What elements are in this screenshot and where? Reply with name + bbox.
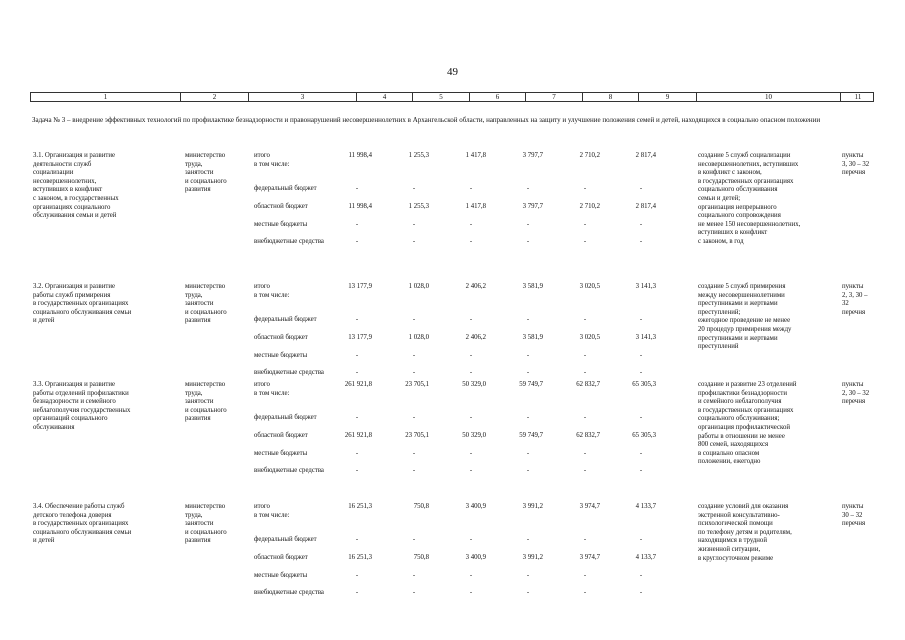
funding-value: 2 817,4 [635,203,656,210]
funding-value: 65 305,3 [632,432,656,439]
funding-value: 1 255,3 [408,152,429,159]
funding-value: 2 406,2 [465,334,486,341]
funding-value: - [355,572,359,579]
funding-value: - [526,450,530,457]
funding-value: - [412,450,416,457]
funding-value: 23 705,1 [405,381,429,388]
funding-value: - [412,352,416,359]
funding-value: - [583,185,587,192]
funding-value: 11 998,4 [348,152,372,159]
funding-value: 1 028,0 [408,334,429,341]
funding-value: 16 251,3 [348,554,372,561]
funding-value: 13 177,9 [348,283,372,290]
funding-value: - [469,450,473,457]
funding-value: 62 832,7 [576,432,600,439]
funding-value: - [412,316,416,323]
funding-source: внебюджетные средства [254,369,324,376]
funding-value: - [412,221,416,228]
funding-value: - [526,414,530,421]
funding-value: 3 400,9 [465,503,486,510]
page-number: 49 [447,66,458,78]
funding-value: - [469,414,473,421]
funding-value: - [583,536,587,543]
column-number-header [30,92,874,102]
activity-name: 3.3. Организация и развитие работы отделений профилактики безнадзорности и семейного неблагополучия государственных организаций социального обслуживания [33,381,131,431]
funding-value: 1 255,3 [408,203,429,210]
column-number: 10 [697,93,841,101]
funding-value: - [355,536,359,543]
funding-value: - [469,185,473,192]
funding-value: 1 417,8 [465,203,486,210]
column-number: 11 [854,93,862,101]
column-number: 9 [639,93,697,101]
funding-value: - [355,369,359,376]
funding-value: - [412,185,416,192]
funding-source: областной бюджет [254,203,308,210]
funding-source: внебюджетные средства [254,467,324,474]
funding-value: - [639,589,643,596]
funding-value: - [355,185,359,192]
funding-value: - [639,352,643,359]
funding-value: 2 710,2 [579,203,600,210]
funding-value: - [583,450,587,457]
funding-value: - [639,185,643,192]
funding-value: - [526,316,530,323]
funding-value: 3 141,3 [635,334,656,341]
activity-name: 3.1. Организация и развитие деятельности служб социализации несовершеннолетних, вступивших в конфликт с законом, в государственных организациях социального обслуживания семьи и детей [33,152,119,220]
funding-value: 65 305,3 [632,381,656,388]
funding-value: - [469,238,473,245]
funding-value: 3 020,5 [579,334,600,341]
funding-source: местные бюджеты [254,572,308,579]
funding-value: - [412,369,416,376]
funding-value: - [639,536,643,543]
funding-value: - [583,414,587,421]
funding-value: 750,8 [413,554,429,561]
funding-value: - [469,221,473,228]
funding-value: 13 177,9 [348,334,372,341]
funding-source: федеральный бюджет [254,185,317,192]
funding-value: 11 998,4 [348,203,372,210]
funding-value: 59 749,7 [519,432,543,439]
column-number: 6 [470,93,526,101]
funding-value: 3 020,5 [579,283,600,290]
funding-value: - [355,238,359,245]
list-points: пункты 2, 3, 30 – 32 перечня [842,283,868,316]
column-number: 4 [357,93,413,101]
funding-value: - [526,221,530,228]
funding-value: - [355,450,359,457]
funding-value: - [469,572,473,579]
funding-value: - [526,369,530,376]
funding-value: - [469,369,473,376]
funding-value: 3 797,7 [522,203,543,210]
funding-value: 2 406,2 [465,283,486,290]
funding-value: - [526,536,530,543]
funding-value: 3 581,9 [522,334,543,341]
list-points: пункты 3, 30 – 32 перечня [842,152,870,177]
activity-name: 3.4. Обеспечение работы служб детского телефона доверия в государственных организациях социального обслуживания семьи и детей [33,503,132,545]
funding-value: - [355,221,359,228]
funding-source: областной бюджет [254,432,308,439]
funding-value: 4 133,7 [635,554,656,561]
funding-value: - [355,352,359,359]
expected-result: создание 5 служб примирения между несовершеннолетними преступниками и жертвами преступлений; ежегодное проведение не менее 20 процедур примирения между преступниками и жертвами преступлений [698,283,792,351]
funding-source: итого в том числе: [254,381,290,397]
task-title: Задача № 3 – внедрение эффективных технологий по профилактике безнадзорности и правонарушений несовершеннолетних в Архангельской области, направленных на защиту и улучшение положения семей и детей, находящихся в социально опасном положении [32,116,821,124]
funding-value: - [355,589,359,596]
funding-value: - [469,467,473,474]
funding-value: - [639,238,643,245]
executor: министерство труда, занятости и социального развития [185,152,227,194]
funding-value: 2 710,2 [579,152,600,159]
list-points: пункты 30 – 32 перечня [842,503,866,528]
funding-value: 2 817,4 [635,152,656,159]
funding-value: - [412,238,416,245]
funding-value: 1 028,0 [408,283,429,290]
funding-value: - [412,414,416,421]
funding-source: местные бюджеты [254,352,308,359]
executor: министерство труда, занятости и социального развития [185,381,227,423]
funding-source: областной бюджет [254,554,308,561]
funding-source: федеральный бюджет [254,536,317,543]
funding-value: - [583,352,587,359]
funding-value: - [412,536,416,543]
funding-value: - [526,238,530,245]
funding-source: внебюджетные средства [254,238,324,245]
funding-value: - [639,221,643,228]
funding-value: 3 974,7 [579,554,600,561]
funding-value: 62 832,7 [576,381,600,388]
activity-name: 3.2. Организация и развитие работы служб примирения в государственных организациях социального обслуживания семьи и детей [33,283,132,325]
expected-result: создание 5 служб социализации несовершеннолетних, вступивших в конфликт с законом, в государственных организациях социального обслуживания семьи и детей; организация непрерывного социального сопровождения не менее 150 несовершеннолетних, вступивших в конфликт с законом, в год [698,152,801,245]
funding-value: 16 251,3 [348,503,372,510]
funding-source: внебюджетные средства [254,589,324,596]
funding-value: - [355,414,359,421]
funding-value: 50 329,0 [462,432,486,439]
funding-value: - [583,316,587,323]
funding-value: - [639,572,643,579]
funding-value: - [583,589,587,596]
column-number: 1 [31,93,181,101]
funding-value: 3 974,7 [579,503,600,510]
executor: министерство труда, занятости и социального развития [185,503,227,545]
funding-value: - [583,369,587,376]
funding-value: 23 705,1 [405,432,429,439]
funding-value: - [639,414,643,421]
funding-value: - [526,467,530,474]
funding-source: итого в том числе: [254,283,290,299]
funding-value: 3 991,2 [522,554,543,561]
funding-source: итого в том числе: [254,503,290,519]
funding-value: - [639,316,643,323]
funding-value: - [583,221,587,228]
column-number: 8 [583,93,639,101]
column-number: 3 [249,93,357,101]
funding-source: областной бюджет [254,334,308,341]
executor: министерство труда, занятости и социального развития [185,283,227,325]
funding-value: 750,8 [413,503,429,510]
funding-value: 3 581,9 [522,283,543,290]
funding-value: - [412,467,416,474]
funding-value: - [583,572,587,579]
column-number: 2 [181,93,249,101]
funding-value: - [526,589,530,596]
funding-source: федеральный бюджет [254,316,317,323]
funding-value: - [469,589,473,596]
funding-value: - [639,450,643,457]
funding-value: - [526,352,530,359]
expected-result: создание и развитие 23 отделений профилактики безнадзорности и семейного неблагополучия в государственных организациях социального обслуживания; организация профилактической работы в отношении не менее 800 семей, находящихся в социально опасном положении, ежегодно [698,381,797,466]
funding-source: местные бюджеты [254,450,308,457]
funding-value: 3 400,9 [465,554,486,561]
funding-source: федеральный бюджет [254,414,317,421]
funding-value: - [412,589,416,596]
funding-value: 1 417,8 [465,152,486,159]
funding-value: - [355,316,359,323]
expected-result: создание условий для оказания экстренной консультативно- психологической помощи по телефону детям и родителям, находящимся в трудной жизненной ситуации, в круглосуточном режиме [698,503,792,562]
funding-value: - [469,352,473,359]
funding-value: 3 797,7 [522,152,543,159]
funding-value: - [583,238,587,245]
funding-value: 3 141,3 [635,283,656,290]
funding-value: - [412,572,416,579]
funding-value: - [639,467,643,474]
funding-source: местные бюджеты [254,221,308,228]
funding-value: 4 133,7 [635,503,656,510]
column-number: 7 [526,93,583,101]
column-number: 5 [413,93,470,101]
funding-value: - [526,572,530,579]
funding-value: - [469,316,473,323]
funding-value: 3 991,2 [522,503,543,510]
funding-value: - [639,369,643,376]
funding-value: - [355,467,359,474]
funding-source: итого в том числе: [254,152,290,168]
funding-value: - [469,536,473,543]
funding-value: - [583,467,587,474]
funding-value: 261 921,8 [344,432,372,439]
funding-value: - [526,185,530,192]
funding-value: 261 921,8 [344,381,372,388]
funding-value: 59 749,7 [519,381,543,388]
funding-value: 50 329,0 [462,381,486,388]
list-points: пункты 2, 30 – 32 перечня [842,381,870,406]
